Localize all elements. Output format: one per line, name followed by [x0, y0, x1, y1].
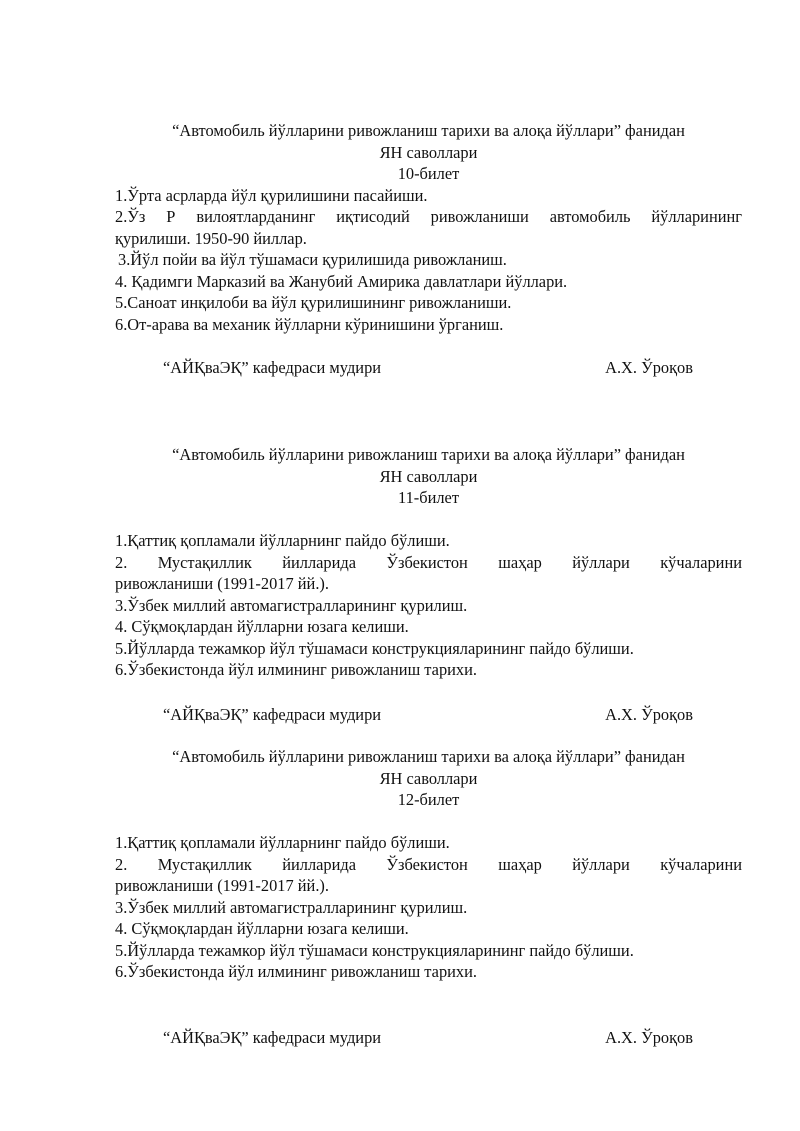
ticket-subheading: ЯН саволлари — [379, 142, 478, 162]
signatory-name: А.Х. Ўроқов — [605, 705, 693, 724]
ticket-heading: “Автомобиль йўлларини ривожланиш тарихи ва алоқа йўллари” фанидан — [172, 445, 685, 464]
question-item: 3.Ўзбек миллий автомагистралларининг қурилиш. — [115, 595, 468, 615]
signature-line — [163, 705, 693, 727]
question-item: 2.Ўз Р вилоятларданинг иқтисодий ривожланиши автомобиль йўлларининг — [115, 207, 742, 226]
question-item: 1.Ўрта асрларда йўл қурилишини пасайиши. — [115, 185, 428, 205]
question-item-continuation: қурилиши. 1950-90 йиллар. — [115, 228, 307, 248]
signature-line — [163, 358, 693, 380]
signatory-name: А.Х. Ўроқов — [605, 358, 693, 377]
ticket-heading: “Автомобиль йўлларини ривожланиш тарихи ва алоқа йўллари” фанидан — [172, 747, 685, 766]
ticket-number: 10-билет — [397, 164, 460, 183]
ticket-10 — [115, 120, 742, 335]
question-item: 5.Йўлларда тежамкор йўл тўшамаси конструкцияларининг пайдо бўлиши. — [115, 940, 634, 960]
question-item: 6.От-арава ва механик йўлларни кўринишини ўрганиш. — [115, 314, 504, 334]
department-head-title: “АЙҚваЭҚ” кафедраси мудири — [163, 1028, 382, 1047]
signature-line — [163, 1028, 693, 1050]
question-item: 1.Қаттиқ қопламали йўлларнинг пайдо бўлиши. — [115, 531, 450, 550]
ticket-subheading: ЯН саволлари — [379, 466, 478, 486]
blank-line — [115, 509, 742, 531]
ticket-heading: “Автомобиль йўлларини ривожланиш тарихи ва алоқа йўллари” фанидан — [172, 121, 685, 140]
signatory-name: А.Х. Ўроқов — [605, 1028, 693, 1047]
question-item: 3.Ўзбек миллий автомагистралларининг қурилиш. — [115, 897, 468, 917]
question-item-continuation: ривожланиши (1991-2017 йй.). — [115, 876, 329, 895]
question-item: 4. Сўқмоқлардан йўлларни юзага келиши. — [115, 919, 409, 938]
department-head-title: “АЙҚваЭҚ” кафедраси мудири — [163, 705, 382, 724]
question-item: 5.Саноат инқилоби ва йўл қурилишининг ривожланиши. — [115, 293, 512, 312]
question-item: 4. Қадимги Марказий ва Жанубий Амирика давлатлари йўллари. — [115, 271, 568, 291]
question-item: 5.Йўлларда тежамкор йўл тўшамаси конструкцияларининг пайдо бўлиши. — [115, 638, 634, 658]
question-item: 2. Мустақиллик йилларида Ўзбекистон шаҳар йўллари кўчаларини — [115, 854, 742, 874]
question-item: 1.Қаттиқ қопламали йўлларнинг пайдо бўлиши. — [115, 833, 450, 852]
department-head-title: “АЙҚваЭҚ” кафедраси мудири — [163, 358, 382, 377]
ticket-number: 11-билет — [398, 488, 459, 507]
question-item-continuation: ривожланиши (1991-2017 йй.). — [115, 574, 329, 593]
question-item: 2. Мустақиллик йилларида Ўзбекистон шаҳар йўллари кўчаларини — [115, 552, 742, 572]
question-item: 6.Ўзбекистонда йўл илмининг ривожланиш тарихи. — [115, 962, 477, 981]
ticket-11 — [115, 444, 742, 681]
ticket-12 — [115, 746, 742, 983]
ticket-subheading: ЯН саволлари — [379, 768, 478, 788]
question-item: 4. Сўқмоқлардан йўлларни юзага келиши. — [115, 617, 409, 636]
blank-line — [115, 811, 742, 833]
ticket-number: 12-билет — [397, 790, 460, 809]
question-item: 3.Йўл пойи ва йўл тўшамаси қурилишида ривожланиш. — [118, 250, 507, 269]
question-item: 6.Ўзбекистонда йўл илмининг ривожланиш тарихи. — [115, 660, 477, 679]
